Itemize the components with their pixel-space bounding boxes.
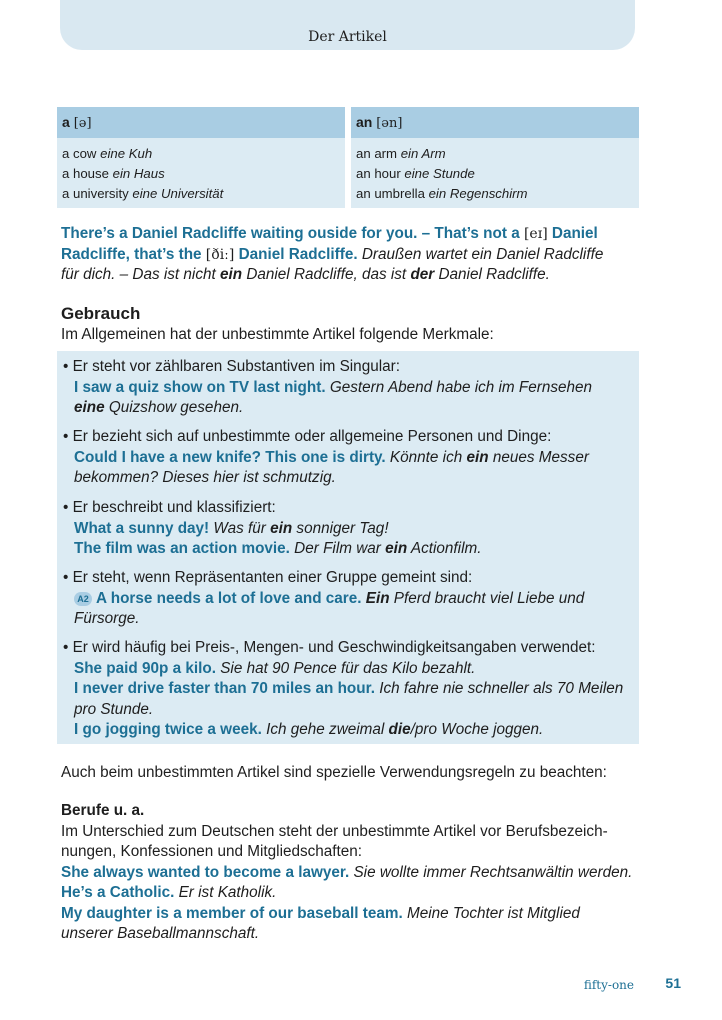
list-item: • Er wird häufig bei Preis-, Mengen- und Geschwindigkeitsangaben verwendet: She paid 90p a kilo. Sie hat 90 Pence für das Kilo bezahlt. I never drive faster than 70 miles an hour. Ich fahre nie schneller als 70 Meilen pro Stunde. I go jogging twice a week. Ich gehe zweimal die/pro Woche joggen. bbox=[63, 639, 624, 738]
section-heading: Gebrauch bbox=[61, 304, 141, 323]
chapter-tab bbox=[60, 0, 635, 50]
list-item: • Er bezieht sich auf unbestimmte oder allgemeine Personen und Dinge: Could I have a new knife? This one is dirty. Könnte ich ein neues Messer bekommen? Dieses hier ist schmutzig. bbox=[63, 428, 589, 486]
list-item: • Er steht vor zählbaren Substantiven im Singular: I saw a quiz show on TV last night. Gestern Abend habe ich im Fernsehen eine Quizshow gesehen. bbox=[63, 358, 593, 416]
level-badge: A2 bbox=[74, 592, 92, 606]
subsection-heading: Berufe u. a. bbox=[61, 802, 145, 819]
list-item: • Er steht, wenn Repräsentanten einer Gruppe gemeint sind: A2 A horse needs a lot of love and care. Ein Pferd braucht viel Liebe und Fürsorge. bbox=[63, 569, 585, 627]
list-item: a university eine Universität bbox=[62, 186, 224, 201]
page-number: 51 bbox=[665, 975, 681, 991]
list-item: a cow eine Kuh bbox=[62, 146, 153, 161]
article-a-examples bbox=[57, 138, 345, 208]
usage-intro: Im Allgemeinen hat der unbestimmte Artikel folgende Merkmale: bbox=[61, 326, 494, 343]
list-item: an umbrella ein Regenschirm bbox=[356, 186, 528, 201]
berufe-section: Berufe u. a. Im Unterschied zum Deutschen steht der unbestimmte Artikel vor Berufsbezeich- nungen, Konfessionen und Mitgliedschaften: She always wanted to become a lawyer. Sie wollte immer Rechtsanwältin werden. He’s a Catholic. Er ist Katholik. My daughter is a member of our baseball team. Meine Tochter ist Mitglied unserer Baseballmannschaft. bbox=[61, 802, 633, 942]
article-a-box bbox=[57, 107, 345, 208]
article-an-examples bbox=[351, 138, 639, 208]
rules-intro: Auch beim unbestimmten Artikel sind spezielle Verwendungsregeln zu beachten: bbox=[61, 764, 607, 781]
example-paragraph: There’s a Daniel Radcliffe waiting ouside for you. – That’s not a [eɪ] Daniel Radcliffe, that’s the [ðiː] Daniel Radcliffe. Draußen wartet ein Daniel Radcliffe für dich. – Das ist nicht ein Daniel Radcliffe, das ist der Daniel Radcliffe. bbox=[61, 225, 604, 283]
article-an-header: an [ən] bbox=[351, 107, 639, 138]
article-an-box bbox=[351, 107, 639, 208]
list-item: a house ein Haus bbox=[62, 166, 165, 181]
usage-box bbox=[57, 351, 639, 744]
page-number-word: fifty-one bbox=[583, 978, 634, 992]
list-item: • Er beschreibt und klassifiziert: What a sunny day! Was für ein sonniger Tag! The film was an action movie. Der Film war ein Actionfilm. bbox=[63, 499, 482, 557]
list-item: an hour eine Stunde bbox=[356, 166, 475, 181]
chapter-title: Der Artikel bbox=[308, 29, 387, 45]
list-item: an arm ein Arm bbox=[356, 146, 446, 161]
article-a-header: a [ə] bbox=[57, 107, 345, 138]
